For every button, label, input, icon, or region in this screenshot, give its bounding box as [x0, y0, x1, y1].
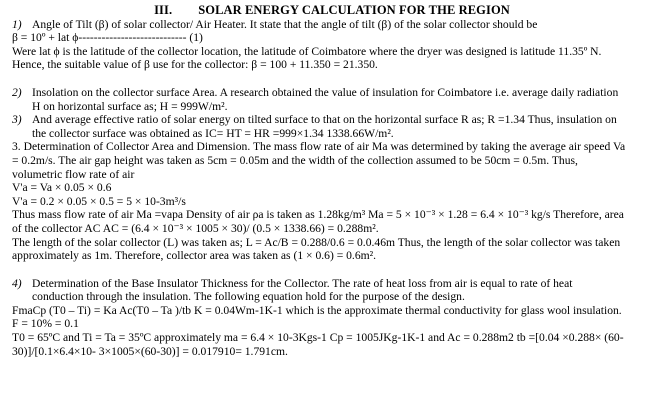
- equation-line: 30)]/[0.1×6.4×10- 3×1005×(60-30)] = 0.017910= 1.791cm.: [12, 344, 288, 358]
- list-text-continued: the collector surface was obtained as IC= HT = HR =999×1.34 1338.66W/m².: [32, 126, 394, 140]
- section-heading: [12, 4, 652, 18]
- paper-page: [12, 0, 652, 358]
- list-text: Insolation on the collector surface Area. A research obtained the value of insulation for Coimbatore i.e. average daily radiation: [32, 85, 619, 99]
- equation-line: FmaCp (T0 – Ti) = Ka Ac(T0 – Ta )/tb K = 0.04Wm-1K-1 which is the approximate thermal conductivity for glass wool insulation.: [12, 303, 622, 317]
- equation-line: V'a = 0.2 × 0.05 × 0.5 = 5 × 10-3m³/s: [12, 194, 186, 208]
- list-number: 2): [12, 85, 22, 99]
- list-number: 3): [12, 113, 22, 127]
- equation-line: F = 10% = 0.1: [12, 317, 79, 331]
- equation-line: V'a = Va × 0.05 × 0.6: [12, 181, 112, 195]
- list-text: And average effective ratio of solar energy on tilted surface to that on the horizontal surface R as; R =1.34 Thus, insulation on: [32, 113, 617, 127]
- list-item-2: [12, 86, 652, 100]
- paragraph-line: volumetric flow rate of air: [12, 167, 135, 181]
- paragraph-line: of the collector AC AC = (6.4 × 10⁻³ × 1005 × 30)/ (0.5 × 1338.66) = 0.288m².: [12, 221, 379, 235]
- equation-line: T0 = 65ºC and Ti = Ta = 35ºC approximately ma = 6.4 × 10-3Kgs-1 Cp = 1005JKg-1K-1 and Ac = 0.288m2 tb =[0.04 ×0.288× (60-: [12, 331, 624, 345]
- list-item-4: [12, 277, 652, 291]
- tilt-formula: β = 10º + lat ϕ---------------------------- (1): [12, 31, 203, 45]
- paragraph-line: Hence, the suitable value of β use for the collector: β = 100 + 11.350 = 21.350.: [12, 58, 378, 72]
- paragraph-line: The length of the solar collector (L) was taken as; L = Ac/B = 0.288/0.6 = 0.0.46m Thus, the length of the solar collector was taken: [12, 235, 621, 249]
- section-title: SOLAR ENERGY CALCULATION FOR THE REGION: [198, 3, 510, 17]
- list-item-3: [12, 113, 652, 127]
- list-number: 1): [12, 17, 22, 31]
- list-text: Angle of Tilt (β) of solar collector/ Air Heater. It state that the angle of tilt (β) of the solar collector should be: [32, 17, 538, 31]
- paragraph-line: Were lat ϕ is the latitude of the collector location, the latitude of Coimbatore where the dryer was designed is latitude 11.35º N.: [12, 44, 602, 58]
- paragraph-line: Thus mass flow rate of air Ma =vapa Density of air ρa is taken as 1.28kg/m³ Ma = 5 × 10⁻³ × 1.28 = 6.4 × 10⁻³ kg/s Therefore, area: [12, 208, 624, 222]
- paragraph-line: = 0.2m/s. The air gap height was taken as 5cm = 0.05m and the width of the collection assumed to be 50cm = 0.5m. Thus,: [12, 153, 578, 167]
- list-text: Determination of the Base Insulator Thickness for the Collector. The rate of heat loss from air is equal to rate of heat: [32, 276, 573, 290]
- section-number: III.: [154, 3, 173, 17]
- paragraph-line: approximately as 1m. Therefore, collector area was taken as (1 × 0.6) = 0.6m².: [12, 249, 377, 263]
- list-text-continued: conduction through the insulation. The following equation hold for the purpose of the design.: [32, 290, 465, 304]
- list-text-continued: H on horizontal surface as; H = 999W/m².: [32, 99, 228, 113]
- list-item-1: [12, 18, 652, 32]
- paragraph-line: 3. Determination of Collector Area and Dimension. The mass flow rate of air Ma was determined by taking the average air speed Va: [12, 140, 626, 154]
- list-number: 4): [12, 276, 22, 290]
